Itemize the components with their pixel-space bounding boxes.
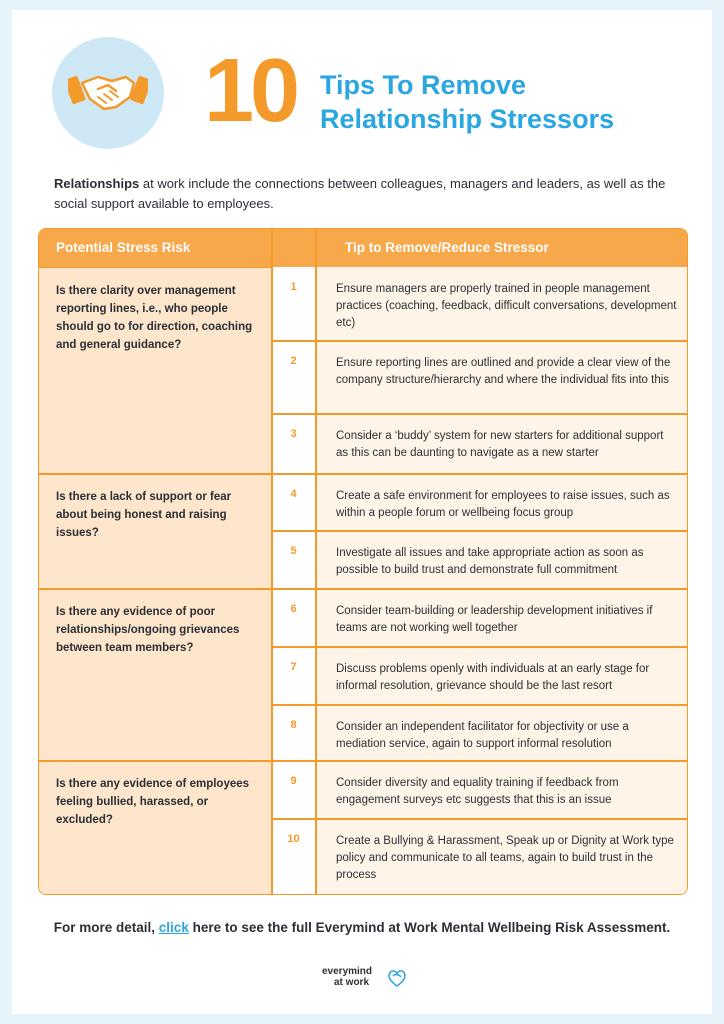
title-line-2: Relationship Stressors bbox=[320, 104, 615, 134]
row-divider bbox=[272, 818, 687, 820]
footer-note bbox=[12, 920, 712, 935]
tip-number: 10 bbox=[272, 819, 315, 895]
column-divider bbox=[271, 229, 273, 894]
stress-tips-table bbox=[38, 228, 688, 895]
tip-text: Ensure managers are properly trained in people management practices (coaching, feedback, difficult conversations, development etc) bbox=[316, 267, 688, 340]
tip-number: 1 bbox=[272, 267, 315, 340]
tip-number: 8 bbox=[272, 705, 315, 760]
page bbox=[12, 10, 712, 1014]
intro-text: at work include the connections between colleagues, managers and leaders, as well as the social support available to employees. bbox=[54, 176, 666, 211]
tip-number: 6 bbox=[272, 589, 315, 646]
tips-count: 10 bbox=[204, 41, 297, 141]
tip-text: Create a safe environment for employees to raise issues, such as within a people forum or wellbeing focus group bbox=[316, 474, 688, 530]
tip-number: 5 bbox=[272, 531, 315, 588]
row-divider bbox=[39, 473, 687, 475]
logo-circle bbox=[52, 37, 164, 149]
brand-line-1: everymind bbox=[322, 966, 373, 977]
column-divider bbox=[315, 229, 317, 894]
tip-text: Discuss problems openly with individuals at an early stage for informal resolution, grievance should be the last resort bbox=[316, 647, 688, 704]
tip-text: Consider diversity and equality training if feedback from engagement surveys etc suggests that this is an issue bbox=[316, 761, 688, 818]
tip-number: 3 bbox=[272, 414, 315, 473]
row-divider bbox=[272, 340, 687, 342]
tip-text: Ensure reporting lines are outlined and provide a clear view of the company structure/hierarchy and where the individual fits into this bbox=[316, 341, 688, 413]
header-tip: Tip to Remove/Reduce Stressor bbox=[345, 240, 549, 255]
intro-bold: Relationships bbox=[54, 176, 140, 191]
handshake-icon bbox=[68, 67, 148, 119]
table-header bbox=[39, 229, 687, 267]
tip-number: 2 bbox=[272, 341, 315, 413]
brand-logo bbox=[322, 966, 372, 988]
row-divider bbox=[272, 704, 687, 706]
row-divider bbox=[272, 413, 687, 415]
row-divider bbox=[39, 760, 687, 762]
tip-number: 4 bbox=[272, 474, 315, 530]
heart-icon bbox=[386, 967, 408, 989]
risk-cell: Is there clarity over management reporting lines, i.e., who people should go to for direction, coaching and general guidance? bbox=[39, 267, 271, 473]
tip-text: Consider a ‘buddy’ system for new starters for additional support as this can be daunting to navigate as a new starter bbox=[316, 414, 688, 473]
row-divider bbox=[272, 530, 687, 532]
tip-text: Create a Bullying & Harassment, Speak up or Dignity at Work type policy and communicate to all teams, again to build trust in the process bbox=[316, 819, 688, 895]
brand-line-2: at work bbox=[334, 977, 370, 988]
footer-before: For more detail, bbox=[53, 920, 159, 935]
click-link[interactable]: click bbox=[158, 920, 189, 935]
risk-cell: Is there any evidence of poor relationships/ongoing grievances between team members? bbox=[39, 588, 271, 760]
title-line-1: Tips To Remove bbox=[320, 70, 527, 100]
risk-cell: Is there any evidence of employees feeling bullied, harassed, or excluded? bbox=[39, 760, 271, 895]
row-divider bbox=[39, 588, 687, 590]
tip-text: Investigate all issues and take appropriate action as soon as possible to build trust and demonstrate full commitment bbox=[316, 531, 688, 588]
tip-text: Consider team-building or leadership development initiatives if teams are not working well together bbox=[316, 589, 688, 646]
page-title bbox=[320, 68, 614, 136]
risk-cell: Is there a lack of support or fear about being honest and raising issues? bbox=[39, 473, 271, 588]
intro-paragraph bbox=[54, 174, 684, 214]
footer-after: here to see the full Everymind at Work Mental Wellbeing Risk Assessment. bbox=[188, 920, 671, 935]
row-divider bbox=[272, 646, 687, 648]
header-risk: Potential Stress Risk bbox=[56, 240, 191, 255]
tip-number: 7 bbox=[272, 647, 315, 704]
tip-number: 9 bbox=[272, 761, 315, 818]
tip-text: Consider an independent facilitator for objectivity or use a mediation service, again to support informal resolution bbox=[316, 705, 688, 760]
